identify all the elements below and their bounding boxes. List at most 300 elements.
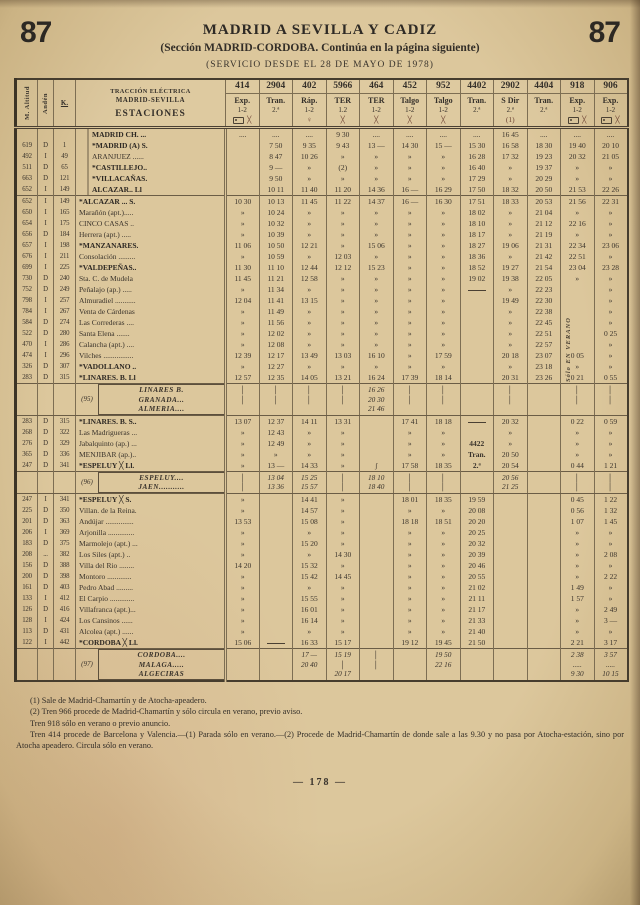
branch-time: 10 15 — [602, 669, 619, 679]
time-value: » — [508, 340, 513, 349]
time-cell — [360, 196, 394, 208]
time-value: 12 02 — [267, 329, 285, 338]
time-cell — [259, 207, 293, 218]
terminus-rule — [267, 643, 285, 644]
station-name: Vilches ................ — [76, 350, 226, 361]
time-cell — [293, 350, 327, 361]
train-type: Talgo — [433, 96, 453, 105]
anden: ... — [38, 549, 54, 560]
time-value: » — [307, 208, 312, 217]
train-type: Exp. — [569, 96, 586, 105]
time-cell — [226, 317, 260, 328]
time-cell — [427, 615, 461, 626]
time-value: » — [240, 307, 245, 316]
footnote-2: (2) Tren 966 procede de Madrid-Chamartín y sólo circula en verano, previo aviso. — [30, 707, 303, 717]
branch-time — [260, 404, 293, 414]
branch-time — [461, 404, 494, 414]
station-name: *LINARES. B. S.. — [76, 415, 226, 427]
time-cell — [360, 560, 394, 571]
time-cell — [393, 438, 427, 449]
table-number-left: 87 — [20, 16, 52, 49]
time-value: 18 51 — [434, 516, 452, 526]
page-subtitle: (Sección MADRID-CORDOBA. Continúa en la página siguiente) — [160, 42, 480, 54]
time-cell — [360, 372, 394, 384]
time-cell — [360, 339, 394, 350]
time-value: 12 49 — [267, 438, 285, 448]
time-value: 18 18 — [434, 416, 452, 426]
time-value: » — [340, 362, 345, 371]
time-cell — [326, 328, 360, 339]
time-cell — [259, 162, 293, 173]
time-cell — [393, 317, 427, 328]
time-value: 19 12 — [401, 637, 419, 647]
time-value: 22 26 — [602, 185, 619, 194]
branch-time: 20 17 — [334, 669, 351, 679]
time-cell — [561, 527, 595, 538]
time-cell — [360, 306, 394, 317]
time-cell — [226, 527, 260, 538]
branch-connection-row — [16, 648, 628, 680]
time-cell — [594, 196, 628, 208]
anden: I — [38, 218, 54, 229]
time-value: 9 43 — [336, 141, 350, 150]
time-value: » — [374, 174, 379, 183]
station-name: Marmolejo (apt.) ... — [76, 538, 226, 549]
station-row — [16, 361, 628, 372]
station-name: *MADRID (A) S. — [76, 140, 226, 151]
time-value: 1 45 — [603, 516, 618, 526]
time-value: » — [240, 285, 245, 294]
time-cell — [494, 415, 528, 427]
time-value: » — [441, 582, 446, 592]
branch-time — [561, 404, 594, 414]
time-value: » — [407, 307, 412, 316]
time-cell — [226, 604, 260, 615]
time-value: 10 13 — [267, 197, 285, 206]
time-cell — [594, 593, 628, 604]
time-value: .... — [239, 130, 247, 139]
station-row — [16, 207, 628, 218]
branch-time: 18 10 — [368, 472, 385, 482]
time-value: 14 20 — [234, 560, 252, 570]
bed-icon — [233, 117, 244, 124]
time-value: » — [508, 219, 513, 228]
station-row — [16, 184, 628, 196]
time-cell — [226, 427, 260, 438]
time-cell — [259, 151, 293, 162]
branch-time: 20 30 — [368, 394, 385, 404]
time-cell — [527, 306, 561, 317]
time-value: » — [340, 274, 345, 283]
time-value: 21 40 — [468, 626, 486, 636]
time-cell — [226, 582, 260, 593]
time-cell — [360, 350, 394, 361]
branch-time: │ — [608, 394, 613, 404]
time-value: 3 — — [603, 615, 618, 625]
time-cell — [360, 251, 394, 262]
time-cell — [527, 207, 561, 218]
kilometre: 296 — [54, 350, 76, 361]
branch-time — [394, 669, 427, 679]
time-value: » — [441, 241, 446, 250]
branch-time: 21 46 — [368, 404, 385, 414]
time-value: » — [340, 538, 345, 548]
branch-time: 9 30 — [570, 669, 584, 679]
branch-time: │ — [608, 482, 613, 492]
time-cell — [594, 229, 628, 240]
time-cell — [527, 218, 561, 229]
time-value: » — [508, 285, 513, 294]
time-cell — [293, 527, 327, 538]
time-value: 0 45 — [570, 494, 584, 504]
time-cell — [527, 240, 561, 251]
train-service-icons — [561, 115, 594, 126]
branch-time: ..... — [605, 659, 616, 669]
anden: D — [38, 140, 54, 151]
time-cell — [393, 615, 427, 626]
train-type: S Dir — [501, 96, 520, 105]
time-value: » — [508, 438, 513, 448]
time-value: » — [508, 163, 513, 172]
time-value: 16 14 — [300, 615, 318, 625]
time-cell — [393, 549, 427, 560]
train-number: 906 — [595, 80, 627, 94]
branch-station: JAEN........... — [138, 482, 185, 492]
time-cell — [527, 173, 561, 184]
time-cell — [561, 571, 595, 582]
branch-time: 3 57 — [604, 649, 617, 659]
time-value: 19 27 — [501, 263, 519, 272]
time-cell — [527, 184, 561, 196]
time-value: 18 17 — [468, 230, 486, 239]
time-cell — [393, 593, 427, 604]
time-cell — [460, 295, 494, 306]
station-row — [16, 505, 628, 516]
time-cell — [460, 207, 494, 218]
time-value: » — [240, 626, 245, 636]
time-value: 15 23 — [367, 263, 385, 272]
time-cell — [393, 284, 427, 295]
time-cell — [326, 240, 360, 251]
station-name: Villan. de la Reina. — [76, 505, 226, 516]
branch-time: │ — [441, 394, 446, 404]
time-cell — [427, 505, 461, 516]
time-value: » — [307, 219, 312, 228]
time-value: » — [441, 307, 446, 316]
branch-time: │ — [374, 649, 379, 659]
time-value: » — [608, 362, 613, 371]
time-value: 14 36 — [367, 185, 385, 194]
time-cell — [427, 184, 461, 196]
time-cell — [326, 207, 360, 218]
train-column-header-414 — [226, 79, 260, 128]
time-value: 11 34 — [267, 285, 285, 294]
time-value: 15 06 — [367, 241, 385, 250]
time-cell — [226, 637, 260, 649]
time-cell — [360, 460, 394, 472]
kilometre: 416 — [54, 604, 76, 615]
time-value: 12 03 — [334, 252, 352, 261]
time-value: » — [575, 427, 580, 437]
time-cell — [527, 128, 561, 141]
time-cell — [494, 549, 528, 560]
time-value: 20 31 — [501, 373, 519, 382]
time-cell — [293, 516, 327, 527]
time-cell — [427, 493, 461, 505]
time-value: » — [407, 152, 412, 161]
time-cell — [527, 140, 561, 151]
branch-time — [260, 660, 293, 670]
time-value: 16 58 — [501, 141, 519, 150]
time-cell — [326, 505, 360, 516]
time-value: » — [575, 527, 580, 537]
branch-time: │ — [307, 385, 312, 394]
time-cell — [494, 240, 528, 251]
branch-time — [461, 650, 494, 660]
time-value: » — [340, 626, 345, 636]
time-cell — [360, 538, 394, 549]
time-cell — [427, 538, 461, 549]
time-value: » — [240, 571, 245, 581]
time-cell — [326, 582, 360, 593]
time-value: » — [608, 252, 613, 261]
anden: D — [38, 516, 54, 527]
time-value: » — [307, 318, 312, 327]
branch-time — [461, 473, 494, 483]
time-cell — [460, 571, 494, 582]
time-value: 9 30 — [336, 130, 350, 139]
time-value: » — [441, 152, 446, 161]
time-value: 22 51 — [535, 329, 553, 338]
time-value: » — [608, 582, 613, 592]
time-cell — [594, 493, 628, 505]
time-value: » — [340, 438, 345, 448]
time-cell — [393, 339, 427, 350]
kilometre: 315 — [54, 415, 76, 427]
time-cell — [360, 162, 394, 173]
time-cell — [460, 328, 494, 339]
time-cell — [326, 549, 360, 560]
altitude: 201 — [16, 516, 38, 527]
train-class: 2.ª — [540, 106, 548, 114]
time-cell — [594, 538, 628, 549]
time-value: 18 35 — [434, 494, 452, 504]
time-cell — [326, 415, 360, 427]
kilometre: 149 — [54, 196, 76, 208]
time-value: » — [374, 296, 379, 305]
time-cell — [494, 505, 528, 516]
time-cell — [226, 615, 260, 626]
time-value: 0 44 — [570, 460, 584, 470]
time-cell — [393, 273, 427, 284]
time-cell — [293, 505, 327, 516]
train-class: 1-2 — [304, 106, 314, 114]
time-value: » — [407, 527, 412, 537]
time-cell — [494, 151, 528, 162]
train-service-icons — [595, 115, 627, 126]
time-value: » — [441, 538, 446, 548]
time-cell — [326, 162, 360, 173]
time-cell — [360, 273, 394, 284]
anden: D — [38, 229, 54, 240]
time-cell — [594, 240, 628, 251]
train-number: 414 — [226, 80, 259, 94]
time-cell — [561, 626, 595, 637]
altitude — [16, 128, 38, 141]
station-name: CINCO CASAS .. — [76, 218, 226, 229]
time-value: » — [608, 560, 613, 570]
station-name: El Carpio ............. — [76, 593, 226, 604]
station-name: Las Correderas .... — [76, 317, 226, 328]
time-value: » — [441, 252, 446, 261]
time-cell — [259, 284, 293, 295]
time-cell — [360, 128, 394, 141]
anden: D — [38, 604, 54, 615]
branch-time: │ — [340, 394, 345, 404]
time-value: 22 23 — [535, 285, 553, 294]
time-cell — [293, 438, 327, 449]
time-value: » — [508, 230, 513, 239]
time-cell — [293, 128, 327, 141]
time-cell — [594, 273, 628, 284]
station-row — [16, 549, 628, 560]
time-cell — [293, 196, 327, 208]
time-value: 13 07 — [234, 416, 252, 426]
time-value: » — [240, 427, 245, 437]
branch-time: │ — [575, 472, 580, 482]
time-cell — [393, 415, 427, 427]
station-row — [16, 516, 628, 527]
time-cell — [527, 460, 561, 472]
anden: D — [38, 582, 54, 593]
time-cell — [293, 493, 327, 505]
time-cell — [427, 571, 461, 582]
time-cell — [427, 427, 461, 438]
time-cell — [360, 582, 394, 593]
time-value: ʃ — [375, 460, 378, 470]
time-cell — [460, 438, 494, 449]
seasonal-note-vertical: Sólo EN VERANO — [565, 317, 572, 383]
time-cell — [326, 527, 360, 538]
station-name: *VILLACAÑAS. — [76, 173, 226, 184]
branch-connection-row — [16, 384, 628, 416]
time-value: » — [307, 626, 312, 636]
kilometre: 341 — [54, 460, 76, 472]
time-value: 15 06 — [234, 637, 252, 647]
time-cell — [527, 262, 561, 273]
time-cell — [226, 449, 260, 460]
time-cell — [527, 328, 561, 339]
time-cell — [293, 328, 327, 339]
time-cell — [293, 173, 327, 184]
altitude: 283 — [16, 415, 38, 427]
time-cell — [594, 151, 628, 162]
time-value: » — [407, 626, 412, 636]
altitude: 752 — [16, 284, 38, 295]
branch-time — [494, 660, 527, 670]
time-value: 19 37 — [535, 163, 553, 172]
branch-time: │ — [407, 394, 412, 404]
time-cell — [561, 162, 595, 173]
time-cell — [527, 361, 561, 372]
time-cell — [527, 151, 561, 162]
altitude: 156 — [16, 560, 38, 571]
time-cell — [594, 350, 628, 361]
branch-time: 21 25 — [502, 482, 519, 492]
branch-time: │ — [240, 472, 245, 482]
time-cell — [561, 251, 595, 262]
time-value: 1 21 — [603, 460, 618, 470]
time-cell — [561, 284, 595, 295]
station-name: Consolación ......... — [76, 251, 226, 262]
branch-time — [528, 650, 561, 660]
time-value: » — [441, 318, 446, 327]
time-value: » — [608, 340, 613, 349]
train-class: 1-2 — [572, 106, 582, 114]
time-value: » — [407, 163, 412, 172]
train-service-icons — [528, 115, 561, 126]
time-cell — [393, 207, 427, 218]
time-value: » — [374, 362, 379, 371]
time-cell — [226, 328, 260, 339]
time-value: 14 33 — [300, 460, 318, 470]
time-cell — [226, 538, 260, 549]
time-cell — [259, 615, 293, 626]
station-row — [16, 240, 628, 251]
station-row — [16, 262, 628, 273]
anden: I — [38, 593, 54, 604]
time-value: 20 55 — [468, 571, 486, 581]
time-value: » — [441, 427, 446, 437]
time-value: 20 20 — [468, 516, 486, 526]
time-value: 11 06 — [234, 241, 252, 250]
train-service-icons — [327, 115, 360, 126]
time-value: 1 49 — [570, 582, 584, 592]
time-cell — [226, 505, 260, 516]
train-type: Ráp. — [301, 96, 318, 105]
time-value: 18 33 — [501, 197, 519, 206]
time-value: 18 35 — [434, 460, 452, 470]
time-value: » — [273, 449, 278, 459]
time-cell — [527, 527, 561, 538]
time-cell — [427, 361, 461, 372]
station-name: *ALCAZAR ... S. — [76, 196, 226, 208]
branch-time: │ — [407, 472, 412, 482]
km-column-header: K. — [54, 79, 76, 128]
time-cell — [594, 505, 628, 516]
time-cell — [293, 593, 327, 604]
time-cell — [527, 637, 561, 649]
kilometre: 375 — [54, 538, 76, 549]
time-cell — [226, 350, 260, 361]
station-name: *ESPELUY ╳ S. — [76, 493, 226, 505]
time-value: » — [307, 174, 312, 183]
time-cell — [427, 262, 461, 273]
time-value: 16 28 — [468, 152, 486, 161]
station-name: Los Siles (apt.) .. — [76, 549, 226, 560]
time-cell — [594, 339, 628, 350]
time-value: » — [407, 174, 412, 183]
train-number: 918 — [561, 80, 594, 94]
time-cell — [561, 615, 595, 626]
time-cell — [259, 604, 293, 615]
time-value: 21 12 — [535, 219, 553, 228]
branch-station: CORDOBA.... — [137, 649, 186, 659]
time-cell — [427, 173, 461, 184]
altitude: 200 — [16, 571, 38, 582]
station-name: Sta. C. de Mudela — [76, 273, 226, 284]
time-cell — [561, 140, 595, 151]
